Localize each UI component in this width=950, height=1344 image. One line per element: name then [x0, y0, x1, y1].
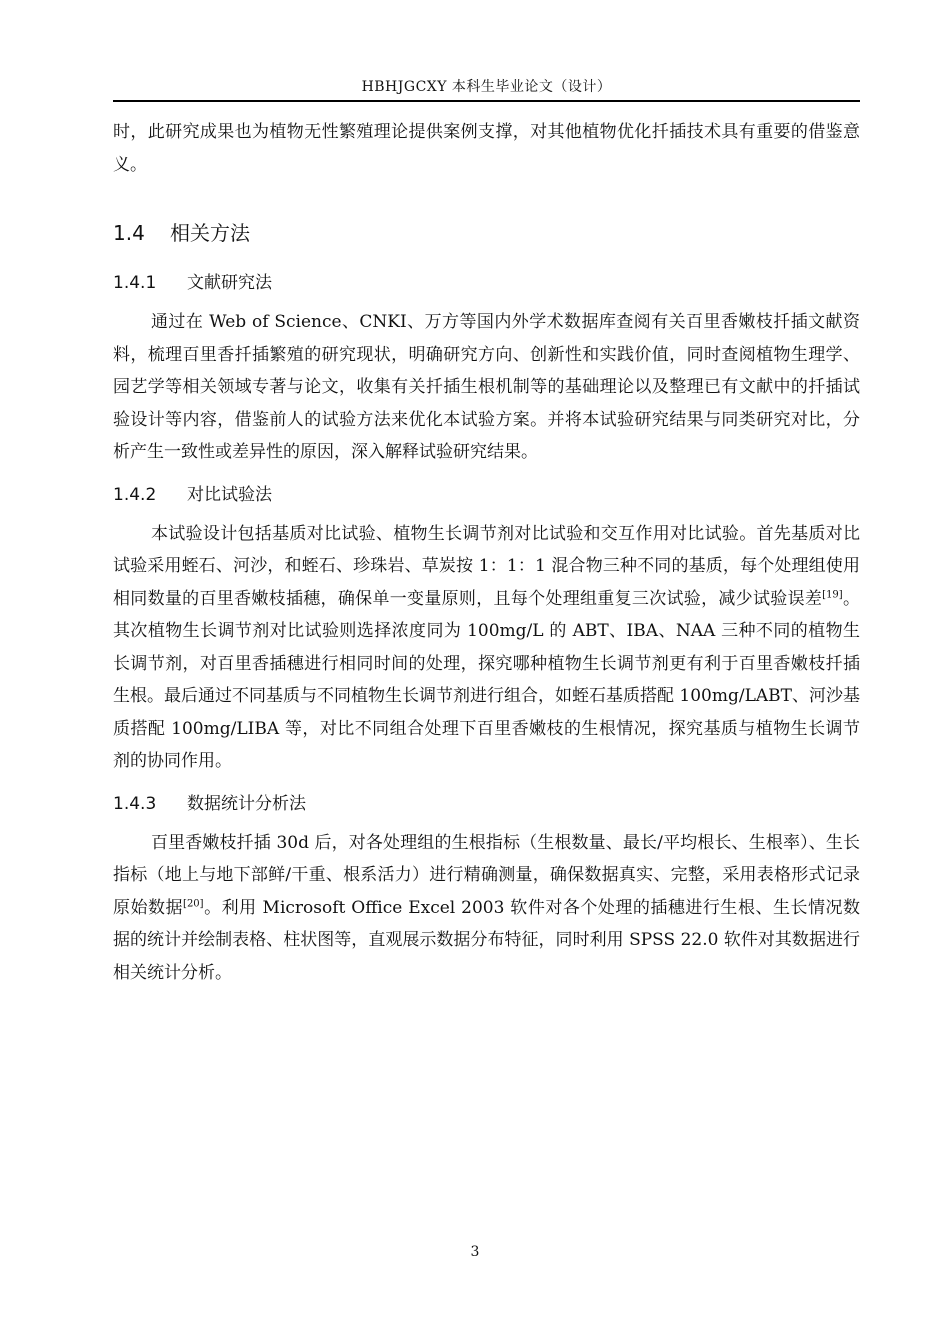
subsection-number: 1.4.1: [113, 273, 157, 293]
citation-ref: [20]: [183, 897, 204, 909]
section-number: 1.4: [113, 221, 145, 245]
continuation-paragraph: 时，此研究成果也为植物无性繁殖理论提供案例支撑，对其他植物优化扦插技术具有重要的借鉴意义。: [113, 122, 860, 175]
subsection-number: 1.4.3: [113, 793, 157, 814]
paragraph-text: 百里香嫩枝扦插 30d 后，对各处理组的生根指标（生根数量、最长/平均根长、生根率）、生长指标（地上与地下部鲜/干重、根系活力）进行精确测量，确保数据真实、完整，采用表格形式记录原始数据: [113, 832, 860, 918]
subsection-number: 1.4.2: [113, 484, 157, 505]
subsection-heading-1-4-3: [113, 790, 860, 818]
paragraph-text: 。其次植物生长调节剂对比试验则选择浓度同为 100mg/L 的 ABT、IBA、NAA 三种不同的植物生长调节剂，对百里香插穗进行相同时间的处理，探究哪种植物生长调节剂更有利于百里香嫩枝扦插生根。最后通过不同基质与不同植物生长调节剂进行组合，如蛭石基质搭配 100mg/LABT、河沙基质搭配 100mg/LIBA 等，对比不同组合处理下百里香嫩枝的生根情况，探究基质与植物生长调节剂的协同作用。: [113, 588, 860, 771]
document-body: [113, 116, 860, 989]
citation-ref: [19]: [822, 588, 843, 600]
paragraph-text: 本试验设计包括基质对比试验、植物生长调节剂对比试验和交互作用对比试验。首先基质对比试验采用蛭石、河沙，和蛭石、珍珠岩、草炭按 1：1：1 混合物三种不同的基质，每个处理组使用相同数量的百里香嫩枝插穗，确保单一变量原则，且每个处理组重复三次试验，减少试验误差: [113, 523, 860, 609]
subsection-title: 文献研究法: [187, 273, 272, 293]
statistics-method-paragraph: [113, 827, 860, 990]
subsection-title: 数据统计分析法: [187, 793, 306, 814]
subsection-heading-1-4-1: [113, 269, 860, 297]
literature-method-paragraph: 通过在 Web of Science、CNKI、万方等国内外学术数据库查阅有关百里香嫩枝扦插文献资料，梳理百里香扦插繁殖的研究现状，明确研究方向、创新性和实践价值，同时查阅植物生理学、园艺学等相关领域专著与论文，收集有关扦插生根机制等的基础理论以及整理已有文献中的扦插试验设计等内容，借鉴前人的试验方法来优化本试验方案。并将本试验研究结果与同类研究对比，分析产生一致性或差异性的原因，深入解释试验研究结果。: [113, 312, 860, 462]
paragraph-text: 。利用 Microsoft Office Excel 2003 软件对各个处理的插穗进行生根、生长情况数据的统计并绘制表格、柱状图等，直观展示数据分布特征，同时利用 SPSS 22.0 软件对其数据进行相关统计分析。: [113, 897, 861, 983]
section-heading: [113, 219, 860, 247]
subsection-heading-1-4-2: [113, 481, 860, 509]
page-number: 3: [470, 1244, 480, 1260]
subsection-title: 对比试验法: [187, 484, 272, 505]
section-title: 相关方法: [170, 221, 250, 245]
header-divider: [113, 100, 860, 102]
running-header: HBHJGCXY 本科生毕业论文（设计）: [361, 79, 612, 95]
comparison-method-paragraph: [113, 518, 860, 778]
